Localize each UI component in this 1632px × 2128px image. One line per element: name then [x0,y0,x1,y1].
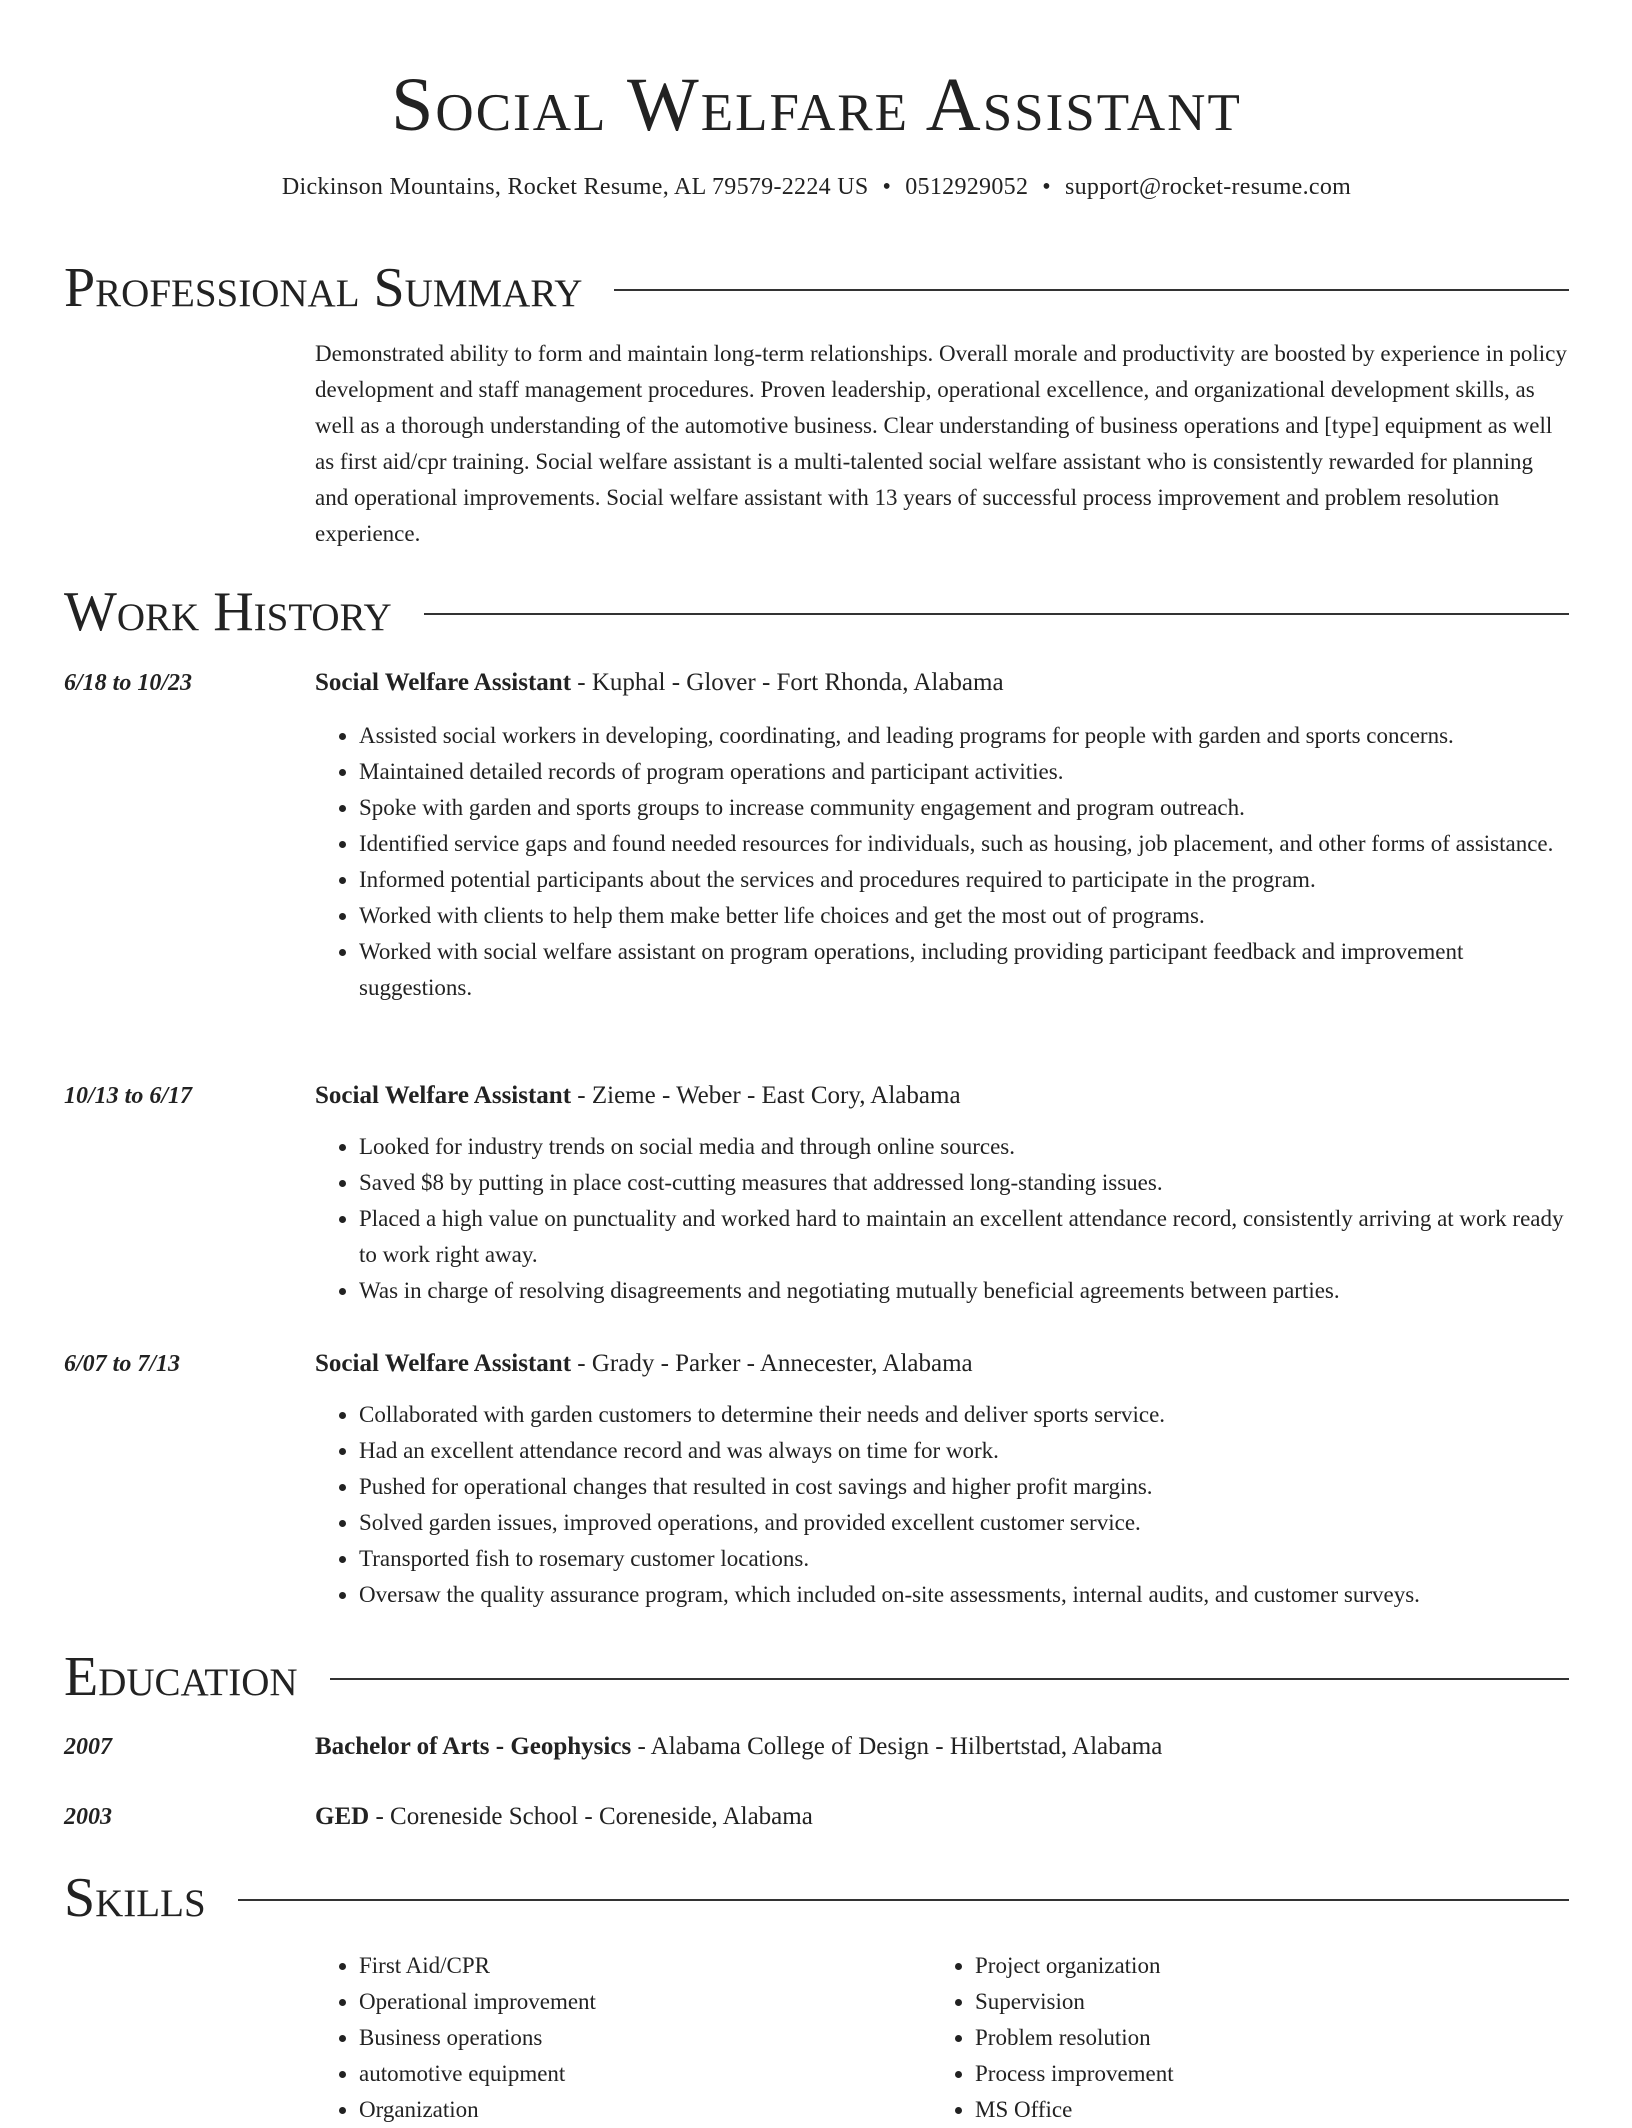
job-entry [315,1349,1569,1613]
list-item: • Spoke with garden and sports groups to increase community engagement and program outreach. [359,790,1569,826]
skill-item: • First Aid/CPR [359,1948,915,1984]
job-entry [315,668,1569,1006]
list-item: • Informed potential participants about the services and procedures required to participate in the program. [359,862,1569,898]
list-item: • Collaborated with garden customers to determine their needs and deliver sports service. [359,1397,1569,1433]
list-item: • Worked with clients to help them make better life choices and get the most out of programs. [359,898,1569,934]
skill-item: • Operational improvement [359,1984,915,2020]
skills-section-title: Skills [64,1867,206,1929]
education-degree: Bachelor of Arts - Geophysics [315,1733,632,1760]
list-item: • Saved $8 by putting in place cost-cutting measures that addressed long-standing issues. [359,1165,1569,1201]
education-year: 2007 [64,1734,112,1760]
job-role: Social Welfare Assistant [315,1350,572,1377]
section-divider [330,1678,1569,1680]
skills-section-header [64,1868,1569,1928]
education-section-header [64,1647,1569,1707]
list-item: • Was in charge of resolving disagreements and negotiating mutually beneficial agreements between parties. [359,1273,1569,1309]
list-item: • Looked for industry trends on social media and through online sources. [359,1129,1569,1165]
list-item: • Identified service gaps and found needed resources for individuals, such as housing, job placement, and other forms of assistance. [359,826,1569,862]
skill-item: • MS Office [975,2092,1531,2128]
list-item: • Solved garden issues, improved operations, and provided excellent customer service. [359,1505,1569,1541]
contact-phone: 0512929052 [905,174,1029,200]
job-role: Social Welfare Assistant [315,1082,572,1109]
education-degree: GED [315,1803,370,1830]
education-details: - Coreneside School - Coreneside, Alabama [369,1803,813,1830]
skill-item: • Business operations [359,2020,915,2056]
job-entry [315,1081,1569,1309]
job-title-line [315,668,1569,698]
contact-email: support@rocket-resume.com [1064,174,1352,200]
summary-text: Demonstrated ability to form and maintain long-term relationships. Overall morale and productivity are boosted by experience in policy development and staff management procedures. Proven leadership, operational excellence, and organizational development skills, as well as a thorough understanding of the automotive business. Clear understanding of business operations and [type] equipment as well as first aid/cpr training. Social welfare assistant is a multi-talented social welfare assistant who is consistently rewarded for planning and operational improvements. Social welfare assistant with 13 years of successful process improvement and problem resolution experience. [315,341,1567,546]
job-role: Social Welfare Assistant [315,669,572,696]
contact-separator: • [1042,174,1051,200]
resume-name: Social Welfare Assistant [391,63,1242,147]
job-bullets [315,1397,1569,1613]
job-details: - Kuphal - Glover - Fort Rhonda, Alabama [571,669,1004,696]
education-section-title: Education [64,1646,298,1708]
skill-item: • Organization [359,2092,915,2128]
skills-list [931,1948,1531,2128]
skills-list [315,1948,915,2128]
job-bullets [315,1129,1569,1309]
job-bullets [315,718,1569,1006]
contact-address: Dickinson Mountains, Rocket Resume, AL 79579-2224 US [281,174,869,200]
summary-section-header [64,258,1569,318]
list-item: • Worked with social welfare assistant on program operations, including providing participant feedback and improvement suggestions. [359,934,1569,1006]
skill-item: • automotive equipment [359,2056,915,2092]
work-section-header [64,582,1569,642]
education-details: - Alabama College of Design - Hilbertstad, Alabama [631,1733,1163,1760]
education-entry [315,1802,1569,1832]
work-section-title: Work History [64,581,392,643]
contact-line [64,172,1569,202]
job-title-line [315,1081,1569,1111]
education-entry [315,1732,1569,1762]
skill-item: • Project organization [975,1948,1531,1984]
education-year: 2003 [64,1804,112,1830]
contact-separator: • [882,174,892,200]
job-dates: 10/13 to 6/17 [64,1083,193,1109]
list-item: • Placed a high value on punctuality and worked hard to maintain an excellent attendance record, consistently arriving at work ready to work right away. [359,1201,1569,1273]
list-item: • Maintained detailed records of program operations and participant activities. [359,754,1569,790]
skill-item: • Process improvement [975,2056,1531,2092]
job-dates: 6/18 to 10/23 [64,670,193,696]
resume-page [64,0,1569,2122]
list-item: • Transported fish to rosemary customer locations. [359,1541,1569,1577]
job-title-line [315,1349,1569,1379]
section-divider [614,289,1569,291]
job-details: - Zieme - Weber - East Cory, Alabama [571,1082,961,1109]
list-item: • Pushed for operational changes that resulted in cost savings and higher profit margins. [359,1469,1569,1505]
skill-item: • Supervision [975,1984,1531,2020]
list-item: • Had an excellent attendance record and was always on time for work. [359,1433,1569,1469]
section-divider [424,613,1569,615]
summary-section-title: Professional Summary [64,257,583,319]
job-dates: 6/07 to 7/13 [64,1351,181,1377]
list-item: • Oversaw the quality assurance program, which included on-site assessments, internal audits, and customer surveys. [359,1577,1569,1613]
job-details: - Grady - Parker - Annecester, Alabama [571,1350,973,1377]
skills-right-column [931,1948,1531,2128]
skills-left-column [315,1948,915,2128]
skill-item: • Problem resolution [975,2020,1531,2056]
list-item: • Assisted social workers in developing, coordinating, and leading programs for people with garden and sports concerns. [359,718,1569,754]
section-divider [238,1899,1569,1901]
